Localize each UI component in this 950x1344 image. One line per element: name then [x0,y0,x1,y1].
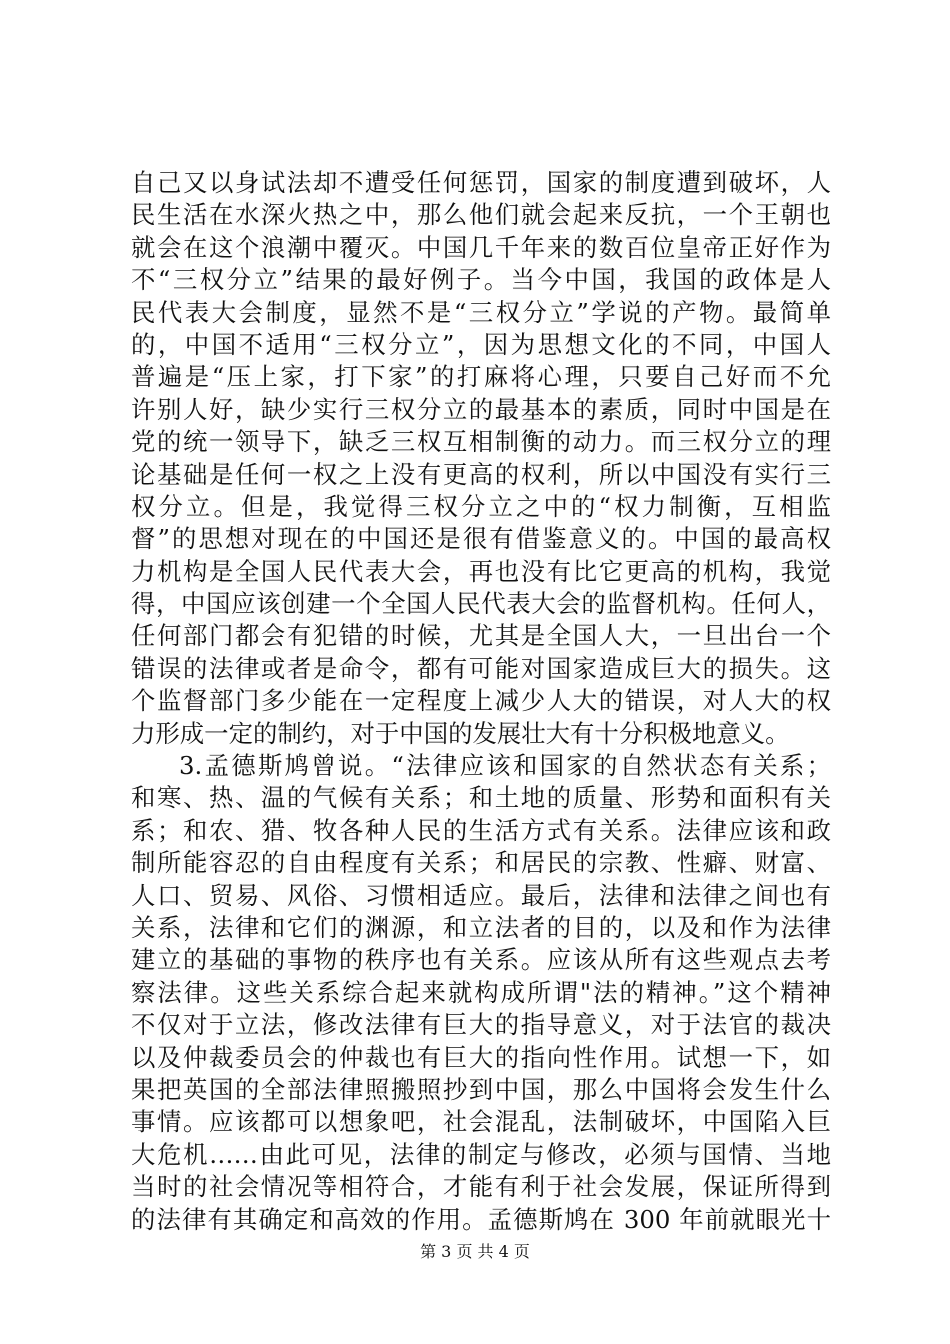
text-line: 督”的思想对现在的中国还是很有借鉴意义的。中国的最高权 [131,524,831,554]
text-line: 许别人好，缺少实行三权分立的最基本的素质，同时中国是在 [131,394,831,424]
body-text [131,167,831,1236]
text-line: 权分立。但是，我觉得三权分立之中的“权力制衡，互相监 [131,491,831,521]
text-line: 大危机……由此可见，法律的制定与修改，必须与国情、当地 [131,1139,831,1169]
text-line: 当时的社会情况等相符合，才能有利于社会发展，保证所得到 [131,1172,831,1202]
text-line: 任何部门都会有犯错的时候，尤其是全国人大，一旦出台一个 [131,621,831,651]
text-line: 自己又以身试法却不遭受任何惩罚，国家的制度遭到破坏，人 [131,168,831,197]
text-line: 普遍是“压上家，打下家”的打麻将心理，只要自己好而不允 [131,362,831,392]
text-line: 和寒、热、温的气候有关系；和土地的质量、形势和面积有关 [131,783,831,813]
paragraph-2 [131,750,831,1236]
page-footer [0,1242,950,1262]
text-line: 不“三权分立”结果的最好例子。当今中国，我国的政体是人 [131,265,831,295]
text-line: 就会在这个浪潮中覆灭。中国几千年来的数百位皇帝正好作为 [131,232,831,262]
text-line: 的，中国不适用“三权分立”，因为思想文化的不同，中国人 [131,329,831,359]
text-line: 民生活在水深火热之中，那么他们就会起来反抗，一个王朝也 [131,200,831,230]
text-line: 系；和农、猎、牧各种人民的生活方式有关系。法律应该和政 [131,815,831,845]
text-line: 党的统一领导下，缺乏三权互相制衡的动力。而三权分立的理 [131,427,831,457]
text-line: 以及仲裁委员会的仲裁也有巨大的指向性作用。试想一下，如 [131,1042,831,1072]
text-line: 得，中国应该创建一个全国人民代表大会的监督机构。任何人， [131,589,831,619]
text-line: 错误的法律或者是命令，都有可能对国家造成巨大的损失。这 [131,653,831,683]
paragraph-1 [131,167,831,750]
text-line: 个监督部门多少能在一定程度上减少人大的错误，对人大的权 [131,686,831,716]
page-number: 第 3 页 共 4 页 [420,1242,530,1261]
text-line: 论基础是任何一权之上没有更高的权利，所以中国没有实行三 [131,459,831,489]
text-line: 的法律有其确定和高效的作用。孟德斯鸠在 300 年前就眼光十 [131,1204,831,1234]
text-line: 建立的基础的事物的秩序也有关系。应该从所有这些观点去考 [131,945,831,975]
text-line: 制所能容忍的自由程度有关系；和居民的宗教、性癖、财富、 [131,848,831,878]
text-line: 3.孟德斯鸠曾说。“法律应该和国家的自然状态有关系； [179,751,831,781]
text-line: 人口、贸易、风俗、习惯相适应。最后，法律和法律之间也有 [131,880,831,910]
text-line: 果把英国的全部法律照搬照抄到中国，那么中国将会发生什么 [131,1074,831,1104]
text-line: 力机构是全国人民代表大会，再也没有比它更高的机构，我觉 [131,556,831,586]
text-line: 事情。应该都可以想象吧，社会混乱，法制破坏，中国陷入巨 [131,1107,831,1137]
text-line: 力形成一定的制约，对于中国的发展壮大有十分积极地意义。 [131,718,790,748]
text-line: 不仅对于立法，修改法律有巨大的指导意义，对于法官的裁决 [131,1010,831,1040]
text-line: 察法律。这些关系综合起来就构成所谓"法的精神。”这个精神 [131,977,831,1007]
text-line: 民代表大会制度，显然不是“三权分立”学说的产物。最简单 [131,297,831,327]
text-line: 关系，法律和它们的渊源，和立法者的目的，以及和作为法律 [131,912,831,942]
